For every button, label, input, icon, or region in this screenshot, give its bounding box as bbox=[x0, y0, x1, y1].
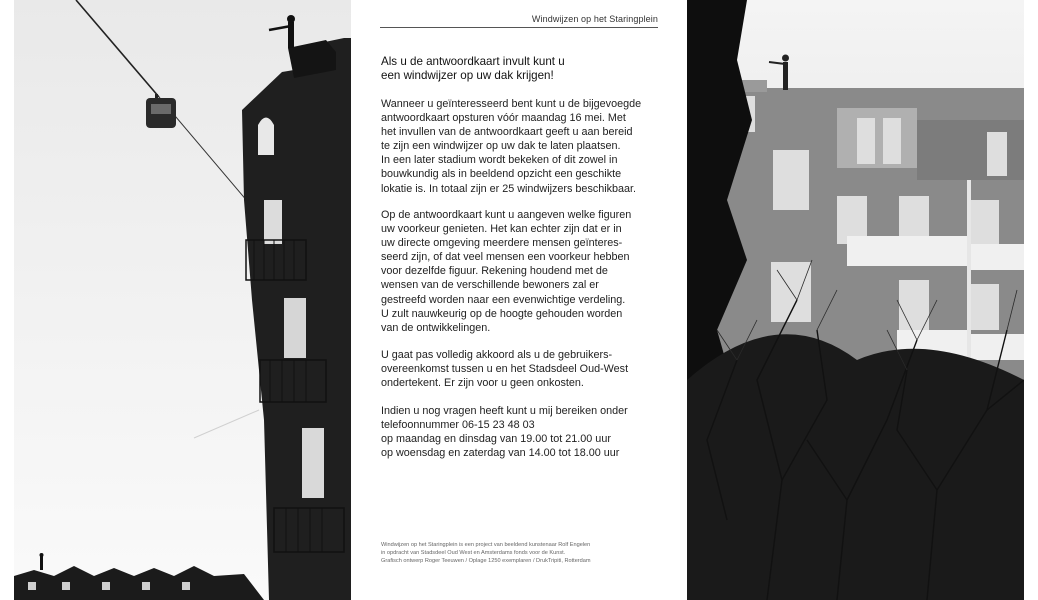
text-line: gestreefd worden naar een evenwichtige verdeling. bbox=[381, 293, 626, 306]
phone-number: telefoonnummer 06-15 23 48 03 bbox=[381, 419, 535, 432]
text-line: het invullen van de antwoordkaart geeft u aan bereid bbox=[381, 126, 633, 139]
text-line: te zijn een windwijzer op uw dak te laten plaatsen. bbox=[381, 140, 621, 153]
text-line: voor dezelfde figuur. Rekening houdend met de bbox=[381, 265, 608, 278]
text-line: lokatie is. In totaal zijn er 25 windwijzers beschikbaar. bbox=[381, 182, 637, 195]
text-line: Indien u nog vragen heeft kunt u mij bereiken onder bbox=[381, 405, 628, 417]
text-line: U zult nauwkeurig op de hoogte gehouden worden bbox=[381, 307, 623, 320]
left-photo bbox=[14, 0, 351, 600]
paragraph-agreement bbox=[381, 348, 659, 390]
headline-line: een windwijzer op uw dak krijgen! bbox=[381, 69, 554, 83]
header-divider bbox=[380, 27, 658, 28]
paragraph-contact bbox=[381, 404, 659, 460]
footer-credits bbox=[381, 541, 659, 566]
header-title: Windwijzen op het Staringplein bbox=[531, 14, 658, 24]
text-line: uw voorkeur genieten. Het kan echter zijn dat er in bbox=[381, 223, 622, 236]
text-line: op maandag en dinsdag van 19.00 tot 21.00 uur bbox=[381, 433, 611, 446]
text-line: Wanneer u geïnteresseerd bent kunt u de bijgevoegde bbox=[381, 98, 642, 110]
text-line: Op de antwoordkaart kunt u aangeven welke figuren bbox=[381, 209, 632, 221]
text-column bbox=[380, 0, 658, 600]
building-photo-icon bbox=[14, 0, 351, 600]
text-line: wensen van de verschillende bewoners zal er bbox=[381, 279, 599, 292]
text-line: overeenkomst tussen u en het Stadsdeel Oud-West bbox=[381, 363, 629, 376]
footer-line: Windwijzen op het Staringplein is een project van beeldend kunstenaar Rolf Engelen bbox=[381, 542, 591, 548]
text-line: op woensdag en zaterdag van 14.00 tot 18.00 uur bbox=[381, 447, 620, 460]
footer-line: Grafisch ontwerp Roger Teeuwen / Oplage 1250 exemplaren / DrukTripiti, Rotterdam bbox=[381, 558, 591, 565]
right-photo bbox=[687, 0, 1024, 600]
text-line: seerd zijn, of dat veel mensen een voorkeur hebben bbox=[381, 251, 630, 264]
text-line: bouwkundig als in beeldend opzicht een geschikte bbox=[381, 168, 622, 181]
headline bbox=[381, 55, 657, 84]
headline-line: Als u de antwoordkaart invult kunt u bbox=[381, 55, 565, 68]
paragraph-interest bbox=[381, 97, 659, 196]
text-line: ondertekent. Er zijn voor u geen onkosten. bbox=[381, 377, 584, 390]
paragraph-preferences bbox=[381, 208, 659, 335]
footer-line: in opdracht van Stadsdeel Oud West en Amsterdams fonds voor de Kunst. bbox=[381, 550, 566, 557]
text-line: uw directe omgeving meerdere mensen geïnteres- bbox=[381, 237, 623, 250]
text-line: van de ontwikkelingen. bbox=[381, 321, 491, 334]
apartment-photo-icon bbox=[687, 0, 1024, 600]
text-line: antwoordkaart opsturen vóór maandag 16 mei. Met bbox=[381, 112, 626, 125]
text-line: U gaat pas volledig akkoord als u de gebruikers- bbox=[381, 349, 613, 361]
text-line: In een later stadium wordt bekeken of dit zowel in bbox=[381, 154, 618, 167]
